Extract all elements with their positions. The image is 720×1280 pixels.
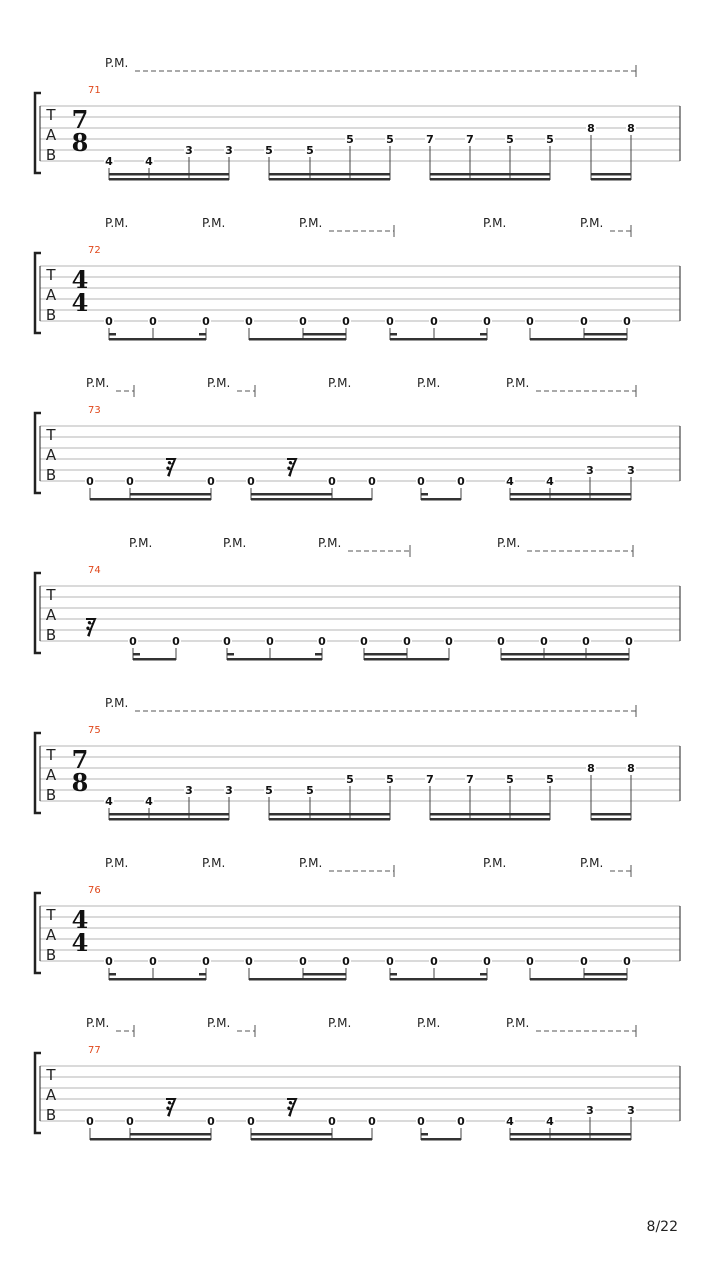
tab-letter: B	[45, 146, 57, 164]
fret-number: 4	[145, 795, 153, 808]
tab-system	[35, 1016, 680, 1141]
fret-number: 5	[346, 773, 354, 786]
palm-mute-label: P.M.	[483, 856, 507, 870]
fret-number: 4	[506, 1115, 514, 1128]
beam-hook	[133, 653, 140, 656]
palm-mute-label: P.M.	[580, 216, 604, 230]
tab-letter: T	[46, 1066, 56, 1084]
fret-number: 0	[202, 315, 210, 328]
tab-letter: T	[46, 746, 56, 764]
beam	[133, 658, 176, 661]
fret-number: 0	[149, 955, 157, 968]
palm-mute-label: P.M.	[86, 1016, 110, 1030]
beam	[249, 338, 346, 341]
fret-number: 0	[457, 475, 465, 488]
timesig-numerator: 7	[71, 745, 89, 774]
tab-letter: T	[46, 906, 56, 924]
fret-number: 0	[386, 315, 394, 328]
beam-secondary	[269, 173, 390, 176]
fret-number: 0	[582, 635, 590, 648]
palm-mute-label: P.M.	[299, 216, 323, 230]
palm-mute-label: P.M.	[328, 376, 352, 390]
rest-symbol: 𝄿	[286, 450, 296, 483]
fret-number: 0	[223, 635, 231, 648]
palm-mute-label: P.M.	[506, 376, 530, 390]
fret-number: 3	[586, 464, 594, 477]
timesig-denominator: 8	[71, 768, 89, 797]
fret-number: 0	[202, 955, 210, 968]
fret-number: 4	[506, 475, 514, 488]
fret-number: 5	[265, 784, 273, 797]
beam	[90, 1138, 211, 1141]
fret-number: 5	[386, 773, 394, 786]
beam	[109, 338, 206, 341]
tab-letter: A	[45, 446, 57, 464]
fret-number: 0	[430, 955, 438, 968]
timesig-denominator: 8	[71, 128, 89, 157]
palm-mute-label: P.M.	[105, 856, 129, 870]
beam-hook	[584, 333, 627, 336]
fret-number: 0	[526, 955, 534, 968]
fret-number: 8	[587, 762, 595, 775]
fret-number: 5	[546, 773, 554, 786]
fret-number: 0	[86, 475, 94, 488]
palm-mute-label: P.M.	[207, 376, 231, 390]
palm-mute-label: P.M.	[105, 216, 129, 230]
palm-mute-label: P.M.	[483, 216, 507, 230]
fret-number: 0	[207, 475, 215, 488]
fret-number: 4	[546, 475, 554, 488]
beam-secondary	[109, 173, 229, 176]
fret-number: 8	[627, 122, 635, 135]
fret-number: 0	[207, 1115, 215, 1128]
tab-letter: B	[45, 1106, 57, 1124]
beam-hook	[251, 493, 332, 496]
rest-symbol: 𝄿	[165, 450, 175, 483]
fret-number: 3	[185, 784, 193, 797]
fret-number: 0	[172, 635, 180, 648]
beam	[430, 818, 550, 821]
fret-number: 4	[105, 155, 113, 168]
palm-mute-label: P.M.	[417, 1016, 441, 1030]
bar-number: 74	[88, 565, 101, 576]
fret-number: 0	[386, 955, 394, 968]
beam-secondary	[430, 173, 550, 176]
fret-number: 0	[368, 1115, 376, 1128]
fret-number: 0	[149, 315, 157, 328]
palm-mute-label: P.M.	[202, 216, 226, 230]
tab-letter: A	[45, 286, 57, 304]
palm-mute-label: P.M.	[328, 1016, 352, 1030]
fret-number: 3	[627, 1104, 635, 1117]
fret-number: 4	[546, 1115, 554, 1128]
fret-number: 8	[627, 762, 635, 775]
beam-hook	[130, 1133, 211, 1136]
palm-mute-label: P.M.	[318, 536, 342, 550]
tab-letter: A	[45, 126, 57, 144]
beam	[251, 498, 372, 501]
fret-number: 0	[580, 315, 588, 328]
tab-system	[35, 376, 680, 501]
palm-mute-label: P.M.	[417, 376, 441, 390]
beam-hook	[364, 653, 407, 656]
tab-letter: A	[45, 926, 57, 944]
beam-hook	[227, 653, 234, 656]
beam-hook	[421, 1133, 428, 1136]
beam	[90, 498, 211, 501]
fret-number: 5	[265, 144, 273, 157]
beam-secondary	[510, 493, 631, 496]
fret-number: 0	[417, 475, 425, 488]
fret-number: 0	[105, 315, 113, 328]
fret-number: 0	[299, 955, 307, 968]
bar-number: 73	[88, 405, 101, 416]
beam-hook	[480, 333, 487, 336]
fret-number: 0	[625, 635, 633, 648]
fret-number: 0	[245, 955, 253, 968]
tab-letter: T	[46, 426, 56, 444]
fret-number: 0	[483, 955, 491, 968]
fret-number: 3	[627, 464, 635, 477]
fret-number: 4	[145, 155, 153, 168]
tab-letter: T	[46, 586, 56, 604]
beam-hook	[109, 333, 116, 336]
fret-number: 5	[346, 133, 354, 146]
palm-mute-label: P.M.	[129, 536, 153, 550]
fret-number: 7	[426, 773, 434, 786]
fret-number: 0	[129, 635, 137, 648]
fret-number: 0	[247, 475, 255, 488]
fret-number: 7	[426, 133, 434, 146]
fret-number: 0	[126, 1115, 134, 1128]
beam	[364, 658, 449, 661]
fret-number: 5	[546, 133, 554, 146]
beam-secondary	[109, 813, 229, 816]
beam	[510, 1138, 631, 1141]
fret-number: 0	[328, 475, 336, 488]
fret-number: 0	[497, 635, 505, 648]
fret-number: 3	[185, 144, 193, 157]
beam-secondary	[510, 1133, 631, 1136]
beam	[251, 1138, 372, 1141]
tab-letter: T	[46, 266, 56, 284]
fret-number: 0	[245, 315, 253, 328]
fret-number: 0	[360, 635, 368, 648]
fret-number: 0	[342, 955, 350, 968]
rest-symbol: 𝄿	[85, 610, 95, 643]
fret-number: 0	[403, 635, 411, 648]
beam-hook	[480, 973, 487, 976]
tab-letter: A	[45, 606, 57, 624]
beam-hook	[199, 973, 206, 976]
beam-secondary	[591, 813, 631, 816]
beam	[430, 178, 550, 181]
fret-number: 5	[386, 133, 394, 146]
fret-number: 5	[506, 133, 514, 146]
fret-number: 0	[483, 315, 491, 328]
beam-secondary	[501, 653, 629, 656]
beam-hook	[303, 973, 346, 976]
beam	[249, 978, 346, 981]
tab-letter: T	[46, 106, 56, 124]
fret-number: 0	[623, 315, 631, 328]
beam-hook	[109, 973, 116, 976]
palm-mute-label: P.M.	[497, 536, 521, 550]
bar-number: 72	[88, 245, 101, 256]
palm-mute-label: P.M.	[86, 376, 110, 390]
fret-number: 5	[306, 784, 314, 797]
tab-system	[35, 56, 680, 181]
beam	[109, 978, 206, 981]
palm-mute-label: P.M.	[580, 856, 604, 870]
bar-number: 76	[88, 885, 101, 896]
beam-hook	[303, 333, 346, 336]
beam	[109, 818, 229, 821]
bar-number: 77	[88, 1045, 101, 1056]
fret-number: 0	[445, 635, 453, 648]
tab-letter: A	[45, 1086, 57, 1104]
beam	[501, 658, 629, 661]
beam	[269, 818, 390, 821]
fret-number: 0	[342, 315, 350, 328]
tab-system	[35, 536, 680, 661]
tab-letter: B	[45, 786, 57, 804]
fret-number: 0	[580, 955, 588, 968]
beam-secondary	[430, 813, 550, 816]
beam-secondary	[269, 813, 390, 816]
fret-number: 0	[105, 955, 113, 968]
fret-number: 0	[299, 315, 307, 328]
fret-number: 3	[225, 784, 233, 797]
fret-number: 0	[540, 635, 548, 648]
fret-number: 0	[368, 475, 376, 488]
beam	[421, 498, 461, 501]
tab-letter: A	[45, 766, 57, 784]
page-number: 8/22	[646, 1219, 678, 1235]
fret-number: 7	[466, 773, 474, 786]
beam-hook	[199, 333, 206, 336]
beam	[530, 338, 627, 341]
timesig-numerator: 4	[71, 905, 89, 934]
timesig-denominator: 4	[71, 288, 89, 317]
palm-mute-label: P.M.	[506, 1016, 530, 1030]
fret-number: 0	[623, 955, 631, 968]
fret-number: 5	[506, 773, 514, 786]
fret-number: 0	[126, 475, 134, 488]
beam-hook	[315, 653, 322, 656]
timesig-denominator: 4	[71, 928, 89, 957]
fret-number: 0	[457, 1115, 465, 1128]
fret-number: 0	[328, 1115, 336, 1128]
beam-hook	[421, 493, 428, 496]
fret-number: 3	[586, 1104, 594, 1117]
fret-number: 4	[105, 795, 113, 808]
beam-hook	[390, 333, 397, 336]
beam	[269, 178, 390, 181]
fret-number: 0	[526, 315, 534, 328]
tab-system	[35, 216, 680, 341]
beam	[591, 818, 631, 821]
fret-number: 8	[587, 122, 595, 135]
tab-letter: B	[45, 946, 57, 964]
beam-hook	[584, 973, 627, 976]
palm-mute-label: P.M.	[207, 1016, 231, 1030]
beam	[530, 978, 627, 981]
palm-mute-label: P.M.	[299, 856, 323, 870]
tab-system	[35, 856, 680, 981]
beam	[109, 178, 229, 181]
tab-letter: B	[45, 626, 57, 644]
beam	[390, 338, 487, 341]
beam	[510, 498, 631, 501]
palm-mute-label: P.M.	[105, 56, 129, 70]
bar-number: 71	[88, 85, 101, 96]
timesig-numerator: 7	[71, 105, 89, 134]
beam	[390, 978, 487, 981]
palm-mute-label: P.M.	[105, 696, 129, 710]
fret-number: 0	[318, 635, 326, 648]
timesig-numerator: 4	[71, 265, 89, 294]
fret-number: 5	[306, 144, 314, 157]
fret-number: 0	[266, 635, 274, 648]
beam-hook	[390, 973, 397, 976]
beam	[591, 178, 631, 181]
tab-letter: B	[45, 466, 57, 484]
fret-number: 0	[86, 1115, 94, 1128]
palm-mute-label: P.M.	[202, 856, 226, 870]
beam	[421, 1138, 461, 1141]
bar-number: 75	[88, 725, 101, 736]
rest-symbol: 𝄿	[165, 1090, 175, 1123]
fret-number: 0	[417, 1115, 425, 1128]
fret-number: 7	[466, 133, 474, 146]
beam	[227, 658, 322, 661]
beam-secondary	[591, 173, 631, 176]
fret-number: 0	[247, 1115, 255, 1128]
tab-letter: B	[45, 306, 57, 324]
tab-system	[35, 696, 680, 821]
beam-hook	[251, 1133, 332, 1136]
beam-hook	[130, 493, 211, 496]
fret-number: 3	[225, 144, 233, 157]
fret-number: 0	[430, 315, 438, 328]
rest-symbol: 𝄿	[286, 1090, 296, 1123]
palm-mute-label: P.M.	[223, 536, 247, 550]
